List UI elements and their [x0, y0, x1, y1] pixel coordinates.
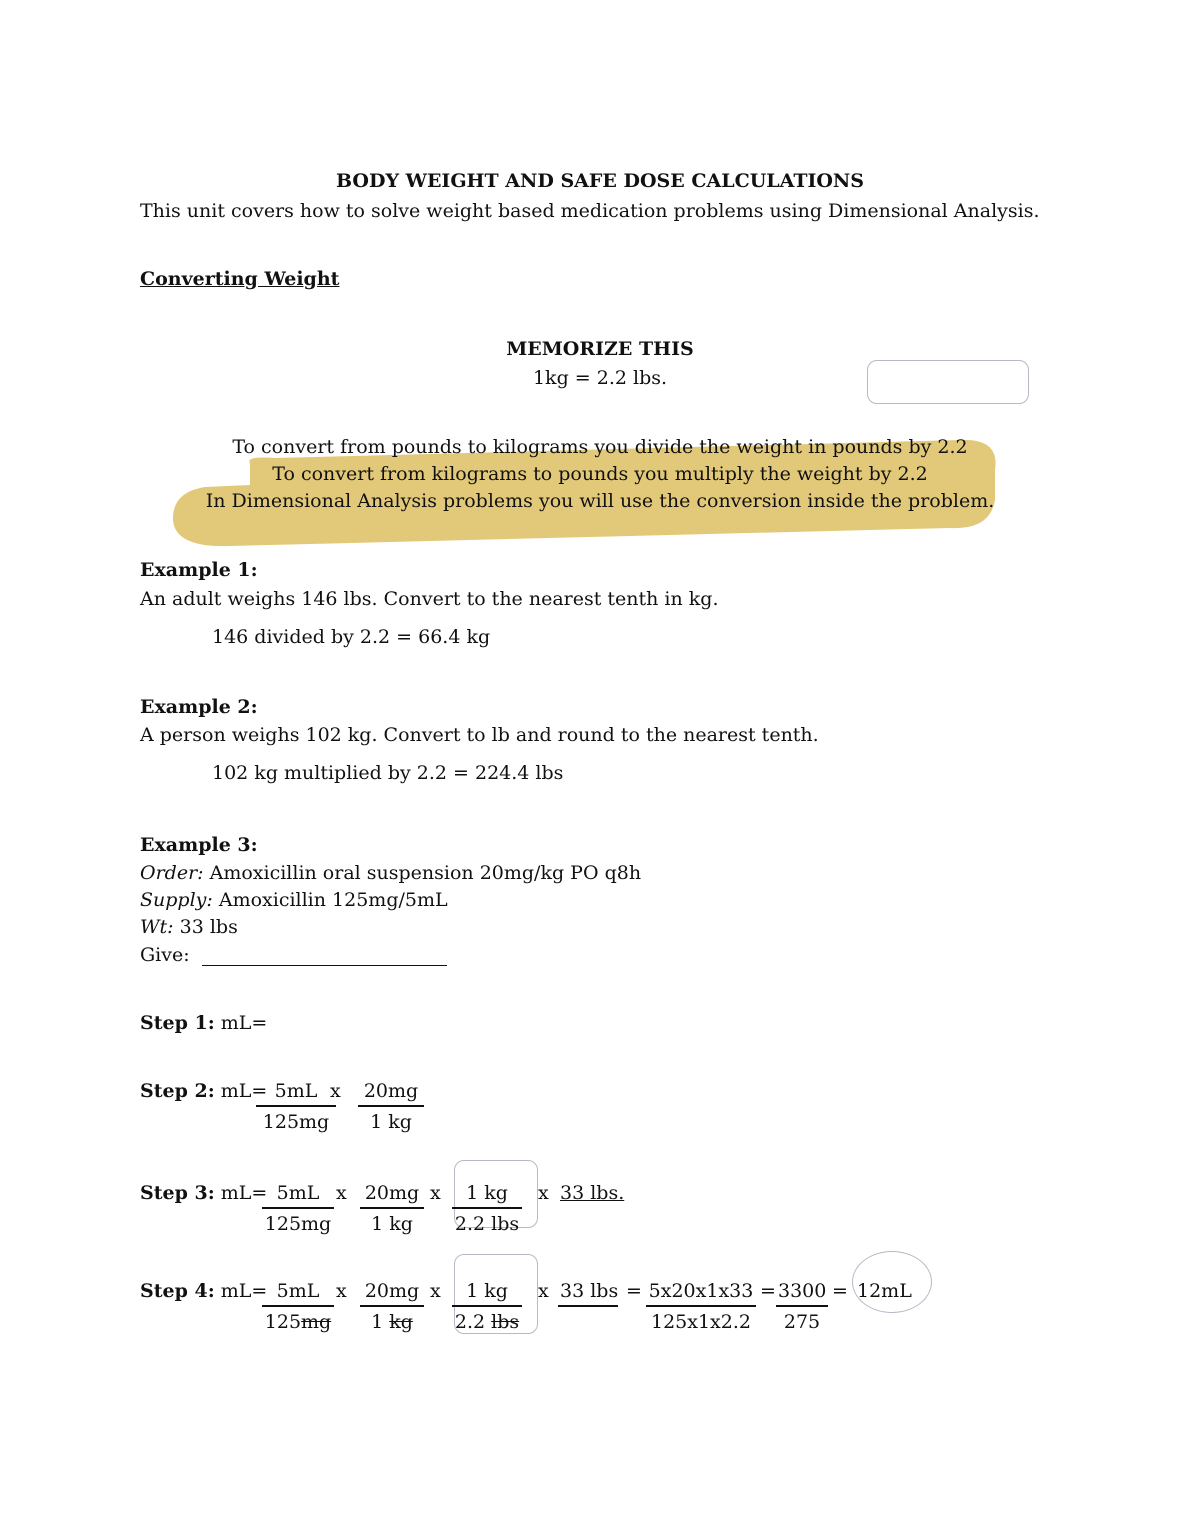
step-3-times-3: x	[538, 1182, 549, 1204]
step-3-lead	[140, 1184, 267, 1203]
order-label: Order:	[140, 862, 204, 884]
give-label: Give:	[140, 944, 190, 966]
step-4-times-1: x	[336, 1280, 347, 1302]
step-3-weight: 33 lbs.	[560, 1182, 625, 1204]
memorize-heading: MEMORIZE THIS	[506, 338, 694, 360]
section-heading: Converting Weight	[140, 268, 340, 290]
example-1-label: Example 1:	[140, 559, 258, 581]
weight-value: 33 lbs	[179, 916, 238, 938]
step-1-label: Step 1:	[140, 1012, 215, 1034]
step-4-fraction-5: $\frac{5x20x1x33}{125x1x2.2}$	[646, 1282, 756, 1332]
memorize-fact: 1kg = 2.2 lbs.	[532, 367, 668, 389]
example-2-answer: 102 kg multiplied by 2.2 = 224.4 lbs	[212, 762, 564, 784]
step-1	[140, 1014, 267, 1033]
step-1-text: mL=	[220, 1012, 268, 1034]
give-blank-line	[202, 965, 447, 966]
supply-value: Amoxicillin 125mg/5mL	[218, 889, 448, 911]
step-4-times-2: x	[430, 1280, 441, 1302]
example-2-text: A person weighs 102 kg. Convert to lb and round to the nearest tenth.	[140, 724, 819, 746]
example-1-text: An adult weighs 146 lbs. Convert to the nearest tenth in kg.	[140, 588, 719, 610]
order-line	[140, 864, 641, 883]
page-title: BODY WEIGHT AND SAFE DOSE CALCULATIONS	[336, 170, 864, 192]
step-2-label: Step 2:	[140, 1080, 215, 1102]
step-4-text: mL=	[220, 1280, 268, 1302]
supply-label: Supply:	[140, 889, 213, 911]
rule-kg-to-pounds: To convert from kilograms to pounds you multiply the weight by 2.2	[272, 463, 928, 485]
step-2-lead	[140, 1082, 267, 1101]
step-4-equals-1: =	[626, 1280, 642, 1302]
example-3-label: Example 3:	[140, 834, 258, 856]
step-2-fraction-1: $\frac{5mL}{125mg}$	[256, 1082, 336, 1132]
step-2-fraction-2: $\frac{20mg}{1 kg}$	[358, 1082, 424, 1132]
step-3-times-2: x	[430, 1182, 441, 1204]
weight-label: Wt:	[140, 916, 174, 938]
cancelled-unit: mg	[301, 1311, 332, 1333]
order-value: Amoxicillin oral suspension 20mg/kg PO q8h	[209, 862, 642, 884]
rule-pounds-to-kg: To convert from pounds to kilograms you divide the weight in pounds by 2.2	[232, 436, 968, 458]
step-4-fraction-6: $\frac{3300}{275}$	[778, 1280, 827, 1333]
example-1-answer: 146 divided by 2.2 = 66.4 kg	[212, 626, 491, 648]
rule-dimensional-analysis: In Dimensional Analysis problems you will use the conversion inside the problem.	[205, 490, 995, 512]
step-3-label: Step 3:	[140, 1182, 215, 1204]
step-4-fraction-3: 1 kg 2.2 lbs	[452, 1282, 522, 1332]
step-3-fraction-3: 1 kg 2.2 lbs	[452, 1184, 522, 1234]
subtitle: This unit covers how to solve weight based medication problems using Dimensional Analysis.	[140, 200, 1040, 222]
cancelled-unit: lbs	[491, 1311, 520, 1333]
step-4-equals-2: =	[760, 1280, 776, 1302]
step-2-text: mL=	[220, 1080, 268, 1102]
step-4-fraction-4: 33 lbs	[558, 1282, 618, 1332]
step-2-times: x	[330, 1080, 341, 1102]
step-4-fraction-2: $\frac{20mg}{1 kg}$	[360, 1282, 424, 1332]
weight-line	[140, 918, 238, 937]
final-answer: 12mL	[857, 1280, 912, 1302]
step-3-fraction-2: $\frac{20mg}{1 kg}$	[360, 1184, 424, 1234]
step-3-times-1: x	[336, 1182, 347, 1204]
step-4-label: Step 4:	[140, 1280, 215, 1302]
step-4-equals-3: =	[832, 1280, 848, 1302]
step-3-text: mL=	[220, 1182, 268, 1204]
example-2-label: Example 2:	[140, 696, 258, 718]
cancelled-unit: kg	[389, 1311, 413, 1333]
step-4-times-3: x	[538, 1280, 549, 1302]
supply-line	[140, 891, 448, 910]
step-4-fraction-1: $\frac{5mL}{125mg}$	[262, 1282, 334, 1332]
step-4-lead	[140, 1282, 267, 1301]
step-3-fraction-1: $\frac{5mL}{125mg}$	[262, 1184, 334, 1234]
